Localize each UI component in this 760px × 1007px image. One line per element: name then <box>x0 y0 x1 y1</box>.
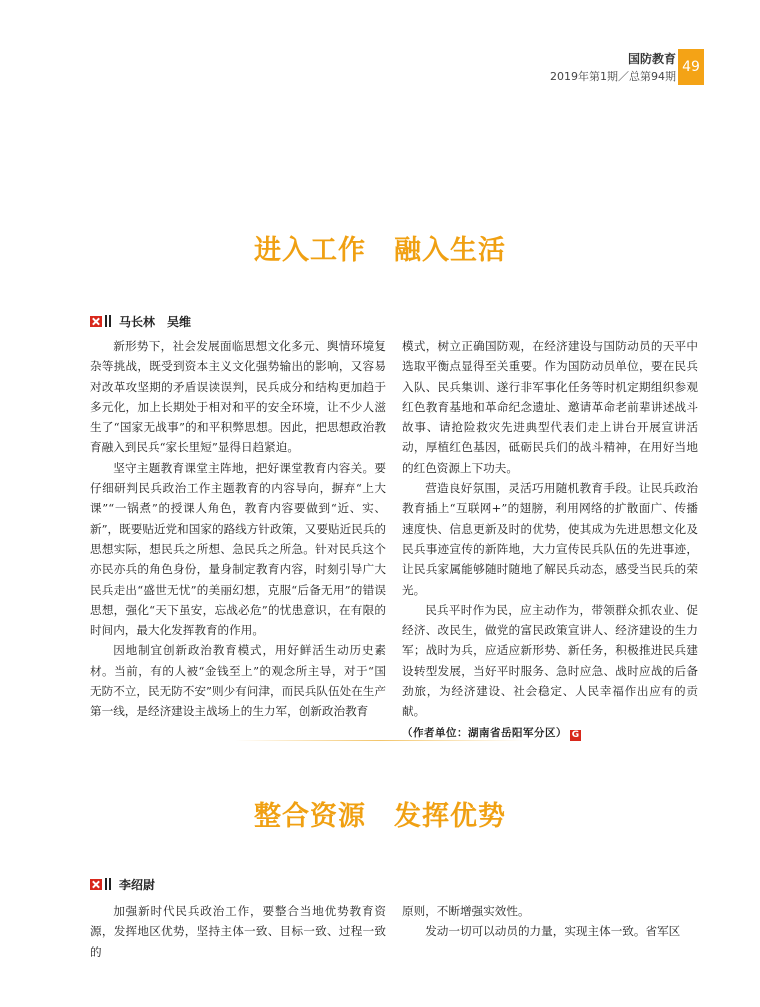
byline-mark-icon <box>90 316 102 327</box>
paragraph: 发动一切可以动员的力量，实现主体一致。省军区 <box>425 924 681 939</box>
article1-left-column <box>90 336 386 722</box>
issue-info: 2019年第1期／总第94期 <box>550 70 676 83</box>
byline-bar <box>109 315 111 327</box>
article2-right-column <box>402 901 698 942</box>
byline <box>90 313 191 329</box>
byline-bar <box>105 315 107 327</box>
paragraph: 原则，不断增强实效性。 <box>402 904 530 918</box>
paragraph: 民兵平时作为民，应主动作为，带领群众抓农业、促经济、改民生，做党的富民政策宣讲人、经济建设的生力军；战时为兵，应适应新形势、新任务，积极推进民兵建设转型发展，当好平时服务、急时应急、战时应战的后备劲旅，为经济建设、社会稳定、人民幸福作出应有的贡献。 <box>402 602 698 719</box>
author-unit: （作者单位：湖南省岳阳军分区） <box>402 726 567 739</box>
paragraph: 新形势下，社会发展面临思想文化多元、舆情环境复杂等挑战，既受到资本主义文化强势输出的影响，又容易对改革攻坚期的矛盾误读误判，民兵成分和结构更加趋于多元化，加上长期处于相对和平的安全环境，让不少人滋生了“国家无战事”的和平积弊思想。因此，把思想政治教育融入到民兵“家长里短”显得日趋紧迫。 <box>90 339 386 455</box>
paragraph: 坚守主题教育课堂主阵地，把好课堂教育内容关。要仔细研判民兵政治工作主题教育的内容导向，摒弃“上大课”“一锅煮”的授课人角色，教育内容要做到“近、实、新”，既要贴近党和国家的路线方针政策，又要贴近民兵的思想实际，想民兵之所想、急民兵之所急。针对民兵这个亦民亦兵的角色身份，量身制定教育内容，时刻引导广大民兵走出“盛世无忧”的美丽幻想，克服“后备无用”的错误思想，强化“天下虽安，忘战必危”的忧患意识，在有限的时间内，最大化发挥教育的作用。 <box>90 460 386 638</box>
byline-bar <box>105 878 107 890</box>
article1-right-column <box>402 336 698 743</box>
byline-bar <box>109 878 111 890</box>
article-title: 整合资源 发挥优势 <box>254 801 506 832</box>
paragraph: 加强新时代民兵政治工作，要整合当地优势教育资源，发挥地区优势，坚持主体一致、目标一致、过程一致的 <box>90 904 386 959</box>
paragraph: 因地制宜创新政治教育模式，用好鲜活生动历史素材。当前，有的人被“金钱至上”的观念所主导，对于“国无防不立，民无防不安”则少有问津，而民兵队伍处在生产第一线，是经济建设主战场上的生力军，创新政治教育 <box>90 643 386 719</box>
article2-left-column <box>90 901 386 962</box>
journal-name: 国防教育 <box>627 52 676 66</box>
paragraph: 模式，树立正确国防观，在经济建设与国防动员的天平中选取平衡点显得至关重要。作为国防动员单位，要在民兵入队、民兵集训、遂行非军事化任务等时机定期组织参观红色教育基地和革命纪念遗址、邀请革命老前辈讲述战斗故事、请抢险救灾先进典型代表们走上讲台开展宣讲活动，厚植红色基因，砥砺民兵们的战斗精神，在用好当地的红色资源上下功夫。 <box>402 339 698 475</box>
end-mark-icon: G <box>571 729 580 740</box>
paragraph: 营造良好氛围，灵活巧用随机教育手段。让民兵政治教育插上“互联网+”的翅膀，利用网络的扩散面广、传播速度快、信息更新及时的优势，使其成为先进思想文化及民兵事迹宣传的新阵地，大力宣传民兵队伍的先进事迹，让民兵家属能够随时随地了解民兵动态，感受当民兵的荣光。 <box>402 481 698 597</box>
byline <box>90 876 155 892</box>
author-names: 李绍尉 <box>119 877 156 892</box>
page-number: 49 <box>678 49 704 85</box>
author-names: 马长林 吴维 <box>119 314 192 329</box>
divider <box>235 740 525 741</box>
article-title: 进入工作 融入生活 <box>254 235 506 266</box>
byline-mark-icon <box>90 879 102 890</box>
